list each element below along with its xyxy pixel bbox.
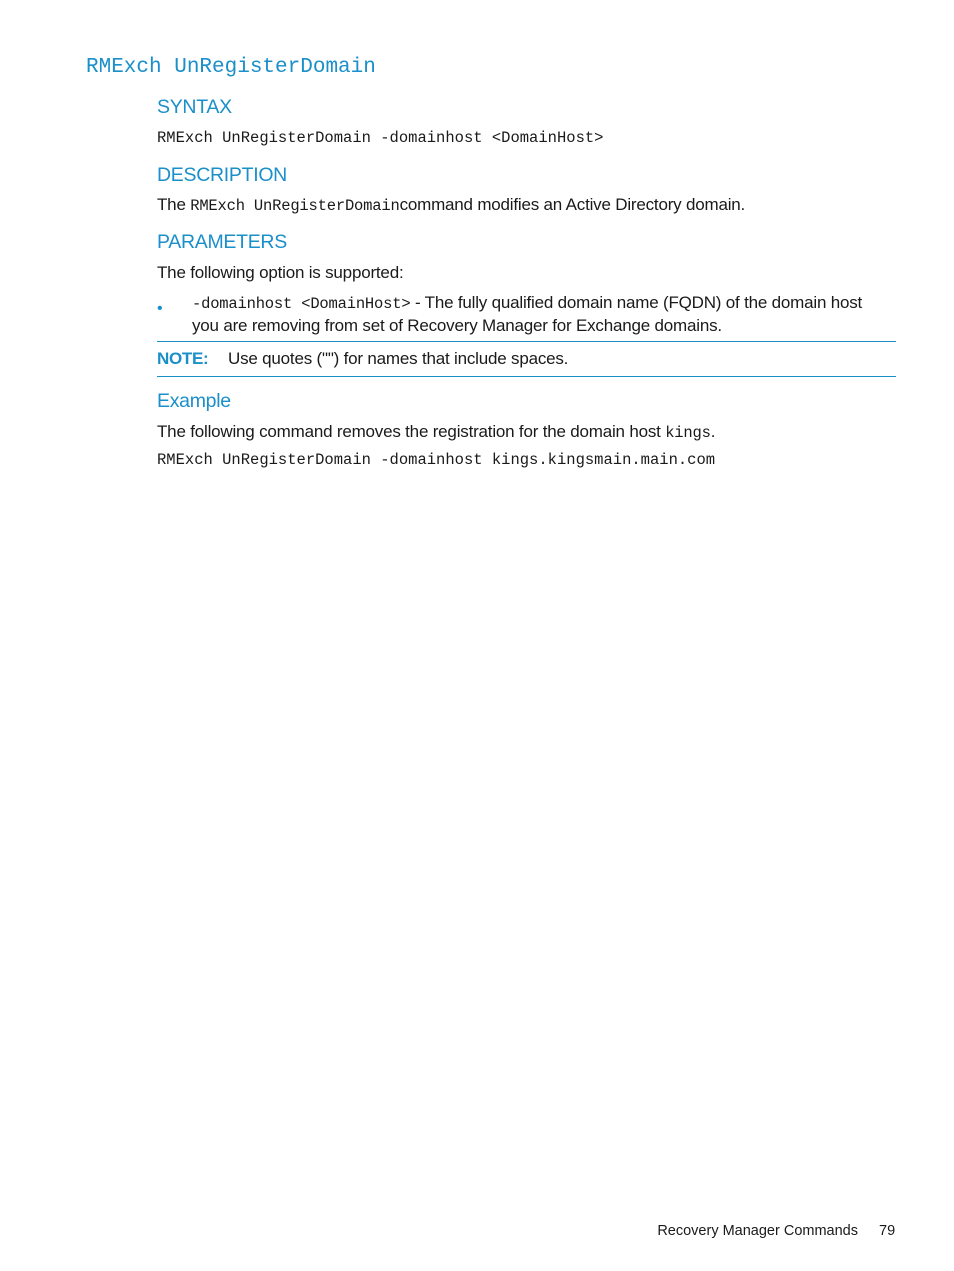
- description-prefix: The: [157, 195, 191, 214]
- example-heading: Example: [157, 390, 231, 412]
- example-code: RMExch UnRegisterDomain -domainhost kings.kingsmain.main.com: [157, 451, 716, 469]
- parameter-item: [192, 292, 892, 336]
- parameter-description: - The fully qualified domain name (FQDN) of the domain host you are removing from set of Recovery Manager for Exchange domains.: [192, 293, 863, 335]
- footer-page-number: 79: [879, 1223, 896, 1239]
- description-heading: DESCRIPTION: [157, 164, 287, 186]
- description-suffix: command modifies an Active Directory domain.: [399, 195, 746, 214]
- description-paragraph: [157, 194, 745, 217]
- parameter-code: -domainhost <DomainHost>: [192, 295, 411, 313]
- bullet-icon: •: [157, 300, 163, 317]
- description-command: RMExch UnRegisterDomain: [190, 197, 400, 215]
- example-host: kings: [665, 424, 711, 442]
- note-top-rule: [157, 341, 896, 342]
- example-text-suffix: .: [710, 422, 716, 441]
- parameters-intro: The following option is supported:: [157, 263, 404, 282]
- note-label: NOTE:: [157, 349, 209, 368]
- footer-section-title: Recovery Manager Commands: [657, 1223, 858, 1239]
- parameters-heading: PARAMETERS: [157, 231, 287, 253]
- note-bottom-rule: [157, 376, 896, 377]
- note-text: Use quotes ("") for names that include spaces.: [228, 349, 569, 368]
- example-text-prefix: The following command removes the registration for the domain host: [157, 422, 666, 441]
- example-paragraph: [157, 421, 715, 444]
- syntax-code: RMExch UnRegisterDomain -domainhost <DomainHost>: [157, 129, 604, 147]
- page-title: RMExch UnRegisterDomain: [86, 56, 376, 79]
- syntax-heading: SYNTAX: [157, 96, 232, 118]
